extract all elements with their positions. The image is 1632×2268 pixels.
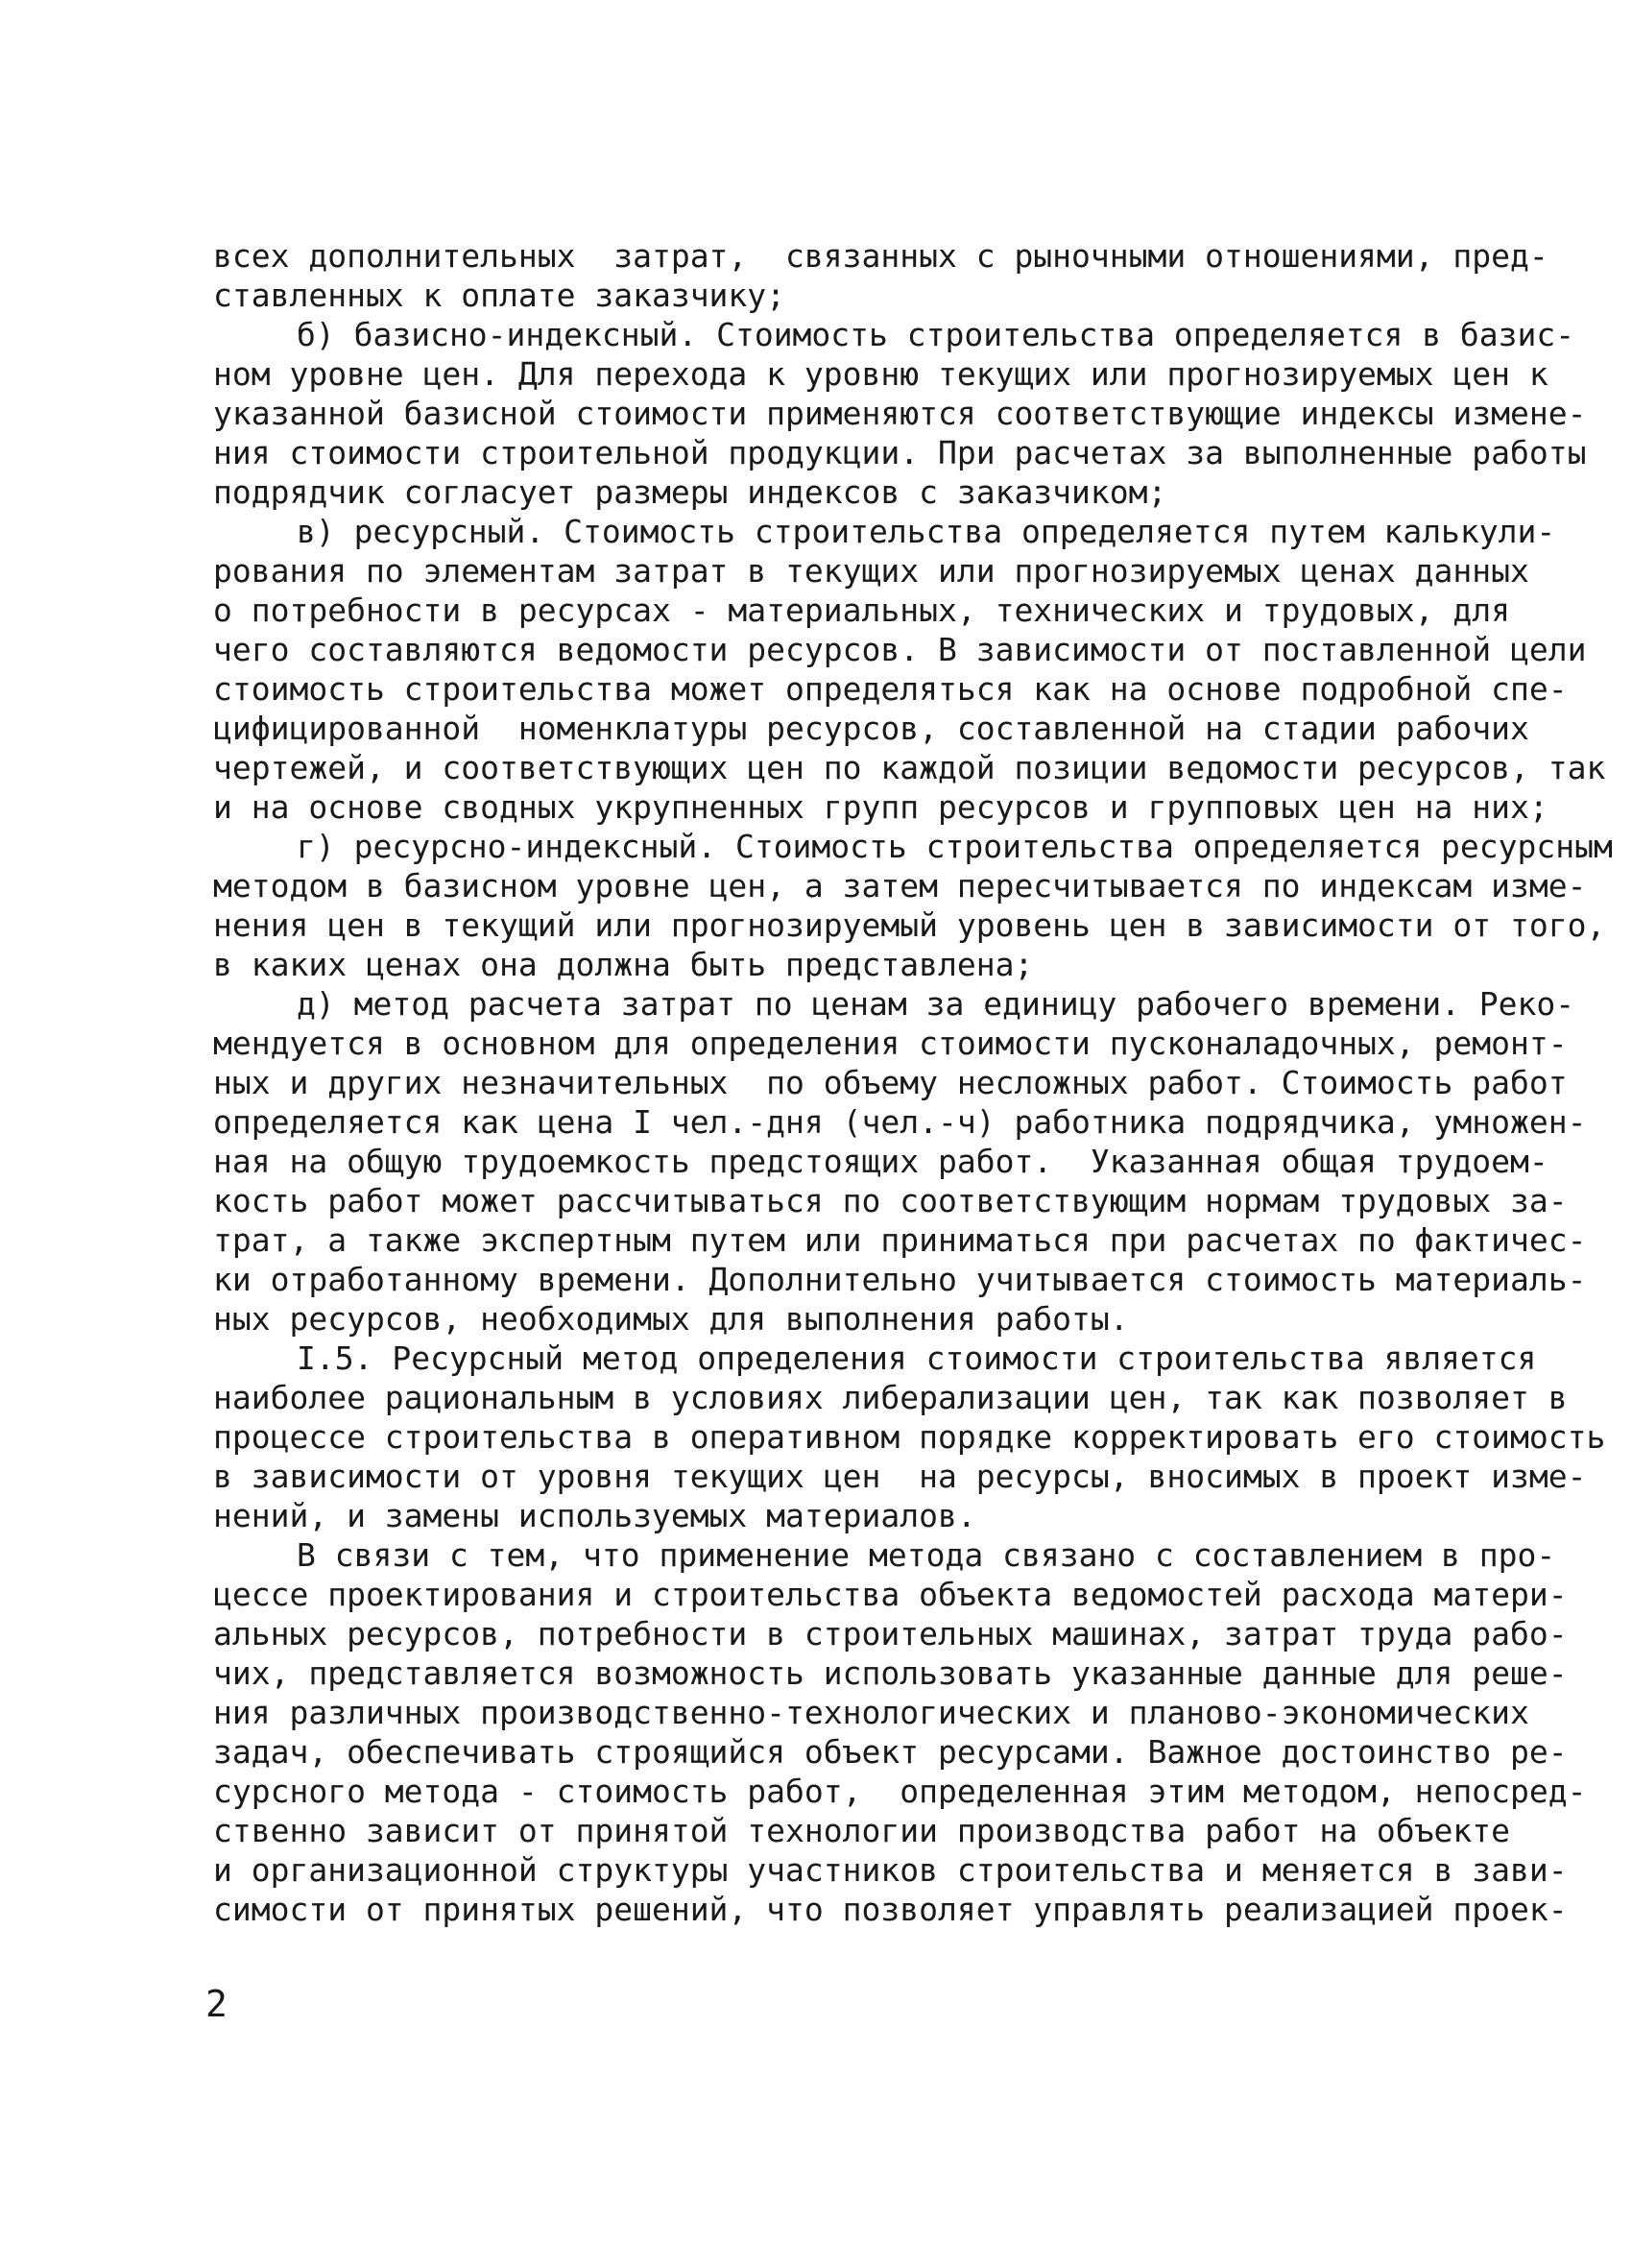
text-line: трат, а также экспертным путем или приниматься при расчетах по фактичес- bbox=[213, 1221, 1587, 1259]
text-line: и на основе сводных укрупненных групп ресурсов и групповых цен на них; bbox=[213, 788, 1548, 826]
text-line: стоимость строительства может определяться как на основе подробной спе- bbox=[213, 670, 1568, 708]
text-line: рования по элементам затрат в текущих или прогнозируемых ценах данных bbox=[213, 552, 1529, 590]
text-line: определяется как цена I чел.-дня (чел.-ч) работника подрядчика, умножен- bbox=[213, 1103, 1587, 1141]
text-line: наиболее рациональным в условиях либерализации цен, так как позволяет в bbox=[213, 1379, 1568, 1416]
text-line: и организационной структуры участников строительства и меняется в зави- bbox=[213, 1851, 1568, 1889]
text-line: ки отработанному времени. Дополнительно учитывается стоимость материаль- bbox=[213, 1261, 1587, 1298]
text-line: альных ресурсов, потребности в строительных машинах, затрат труда рабо- bbox=[213, 1615, 1568, 1653]
text-line: ном уровне цен. Для перехода к уровню текущих или прогнозируемых цен к bbox=[213, 355, 1548, 393]
text-line: всех дополнительных затрат, связанных с рыночными отношениями, пред- bbox=[213, 237, 1548, 275]
text-line: чих, представляется возможность использовать указанные данные для реше- bbox=[213, 1654, 1568, 1692]
text-line: в каких ценах она должна быть представлена; bbox=[213, 946, 1034, 983]
text-line: ственно зависит от принятой технологии производства работ на объекте bbox=[213, 1812, 1511, 1849]
text-line: ных ресурсов, необходимых для выполнения работы. bbox=[213, 1300, 1129, 1338]
text-line: ния стоимости строительной продукции. При расчетах за выполненные работы bbox=[213, 434, 1587, 471]
page-number: 2 bbox=[205, 1983, 228, 2025]
text-line: симости от принятых решений, что позволяет управлять реализацией проек- bbox=[213, 1891, 1568, 1928]
text-line: нений, и замены используемых материалов. bbox=[213, 1497, 976, 1534]
text-line: ставленных к оплате заказчику; bbox=[213, 277, 786, 314]
text-line: цессе проектирования и строительства объекта ведомостей расхода матери- bbox=[213, 1576, 1568, 1613]
text-line: в зависимости от уровня текущих цен на ресурсы, вносимых в проект изме- bbox=[213, 1458, 1587, 1495]
text-line: указанной базисной стоимости применяются соответствующие индексы измене- bbox=[213, 395, 1587, 432]
text-line: в) ресурсный. Стоимость строительства определяется путем калькули- bbox=[297, 513, 1556, 550]
text-line: цифицированной номенклатуры ресурсов, составленной на стадии рабочих bbox=[213, 710, 1529, 747]
text-line: г) ресурсно-индексный. Стоимость строительства определяется ресурсным bbox=[297, 828, 1613, 865]
text-line: ных и других незначительных по объему несложных работ. Стоимость работ bbox=[213, 1064, 1568, 1101]
text-line: подрядчик согласует размеры индексов с заказчиком; bbox=[213, 473, 1167, 511]
text-line: б) базисно-индексный. Стоимость строительства определяется в базис- bbox=[297, 316, 1575, 353]
text-line: сурсного метода - стоимость работ, определенная этим методом, непосред- bbox=[213, 1773, 1587, 1810]
text-line: задач, обеспечивать строящийся объект ресурсами. Важное достоинство ре- bbox=[213, 1733, 1568, 1771]
text-line: ная на общую трудоемкость предстоящих работ. Указанная общая трудоем- bbox=[213, 1143, 1548, 1180]
text-line: мендуется в основном для определения стоимости пусконаладочных, ремонт- bbox=[213, 1025, 1568, 1062]
text-line: чего составляются ведомости ресурсов. В зависимости от поставленной цели bbox=[213, 631, 1587, 668]
body-text bbox=[213, 236, 1613, 1929]
text-line: нения цен в текущий или прогнозируемый уровень цен в зависимости от того, bbox=[213, 906, 1606, 944]
text-line: процессе строительства в оперативном порядке корректировать его стоимость bbox=[213, 1418, 1606, 1456]
text-line: д) метод расчета затрат по ценам за единицу рабочего времени. Реко- bbox=[297, 985, 1575, 1023]
text-line: методом в базисном уровне цен, а затем пересчитывается по индексам изме- bbox=[213, 867, 1587, 905]
text-line: чертежей, и соответствующих цен по каждой позиции ведомости ресурсов, так bbox=[213, 749, 1606, 786]
text-line: В связи с тем, что применение метода связано с составлением в про- bbox=[297, 1536, 1556, 1574]
text-line: кость работ может рассчитываться по соответствующим нормам трудовых за- bbox=[213, 1182, 1568, 1219]
text-line: о потребности в ресурсах - материальных, технических и трудовых, для bbox=[213, 591, 1511, 629]
text-line: I.5. Ресурсный метод определения стоимости строительства является bbox=[297, 1339, 1537, 1377]
text-line: ния различных производственно-технологических и планово-экономических bbox=[213, 1694, 1529, 1731]
